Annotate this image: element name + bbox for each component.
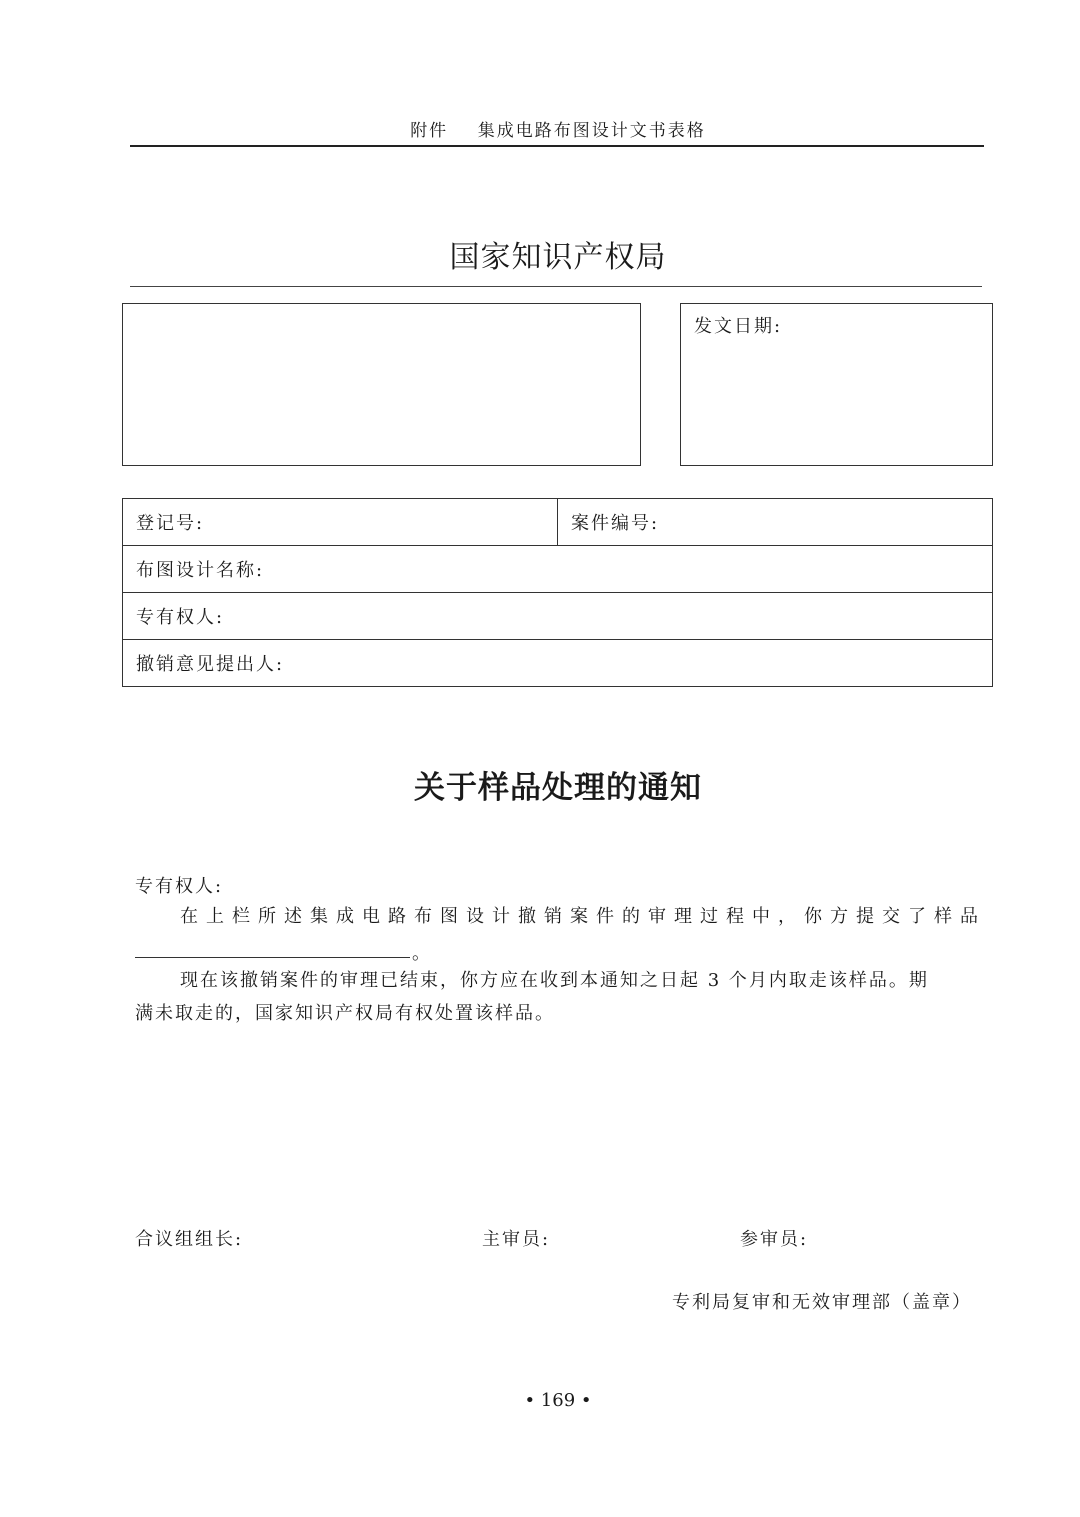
table-row [123, 546, 993, 593]
paragraph-2-line-2: 满未取走的，国家知识产权局有权处置该样品。 [135, 1003, 555, 1024]
notice-title: 关于样品处理的通知 [414, 770, 702, 806]
address-box [122, 303, 641, 466]
department-stamp-line: 专利局复审和无效审理部（盖章） [672, 1292, 972, 1313]
table-row [123, 593, 993, 640]
case-no-cell: 案件编号: [558, 499, 993, 546]
paragraph-1: 在上栏所述集成电路布图设计撤销案件的审理过程中，你方提交了样品 [180, 906, 980, 927]
date-label: 发文日期: [694, 316, 783, 337]
chief-examiner-signature: 主审员: [482, 1229, 551, 1250]
office-title: 国家知识产权局 [449, 240, 667, 275]
paragraph-2-line-1: 现在该撤销案件的审理已结束，你方应在收到本通知之日起 3 个月内取走该样品。期 [180, 970, 929, 991]
table-row [123, 640, 993, 687]
title-rule [130, 286, 982, 287]
blank-period: 。 [412, 943, 430, 964]
panel-leader-signature: 合议组组长: [135, 1229, 244, 1250]
sample-blank-line [135, 957, 410, 958]
page-number: • 169 • [524, 1390, 592, 1411]
running-header: 附件 集成电路布图设计文书表格 [410, 121, 706, 141]
assistant-examiner-signature: 参审员: [740, 1229, 809, 1250]
salutation: 专有权人: [135, 876, 224, 897]
design-name-cell: 布图设计名称: [123, 546, 993, 593]
date-box [680, 303, 993, 466]
registration-no-cell: 登记号: [123, 499, 558, 546]
right-holder-cell: 专有权人: [123, 593, 993, 640]
header-rule [130, 145, 984, 147]
revocation-proposer-cell: 撤销意见提出人: [123, 640, 993, 687]
table-row [123, 499, 993, 546]
case-info-table [122, 498, 993, 687]
